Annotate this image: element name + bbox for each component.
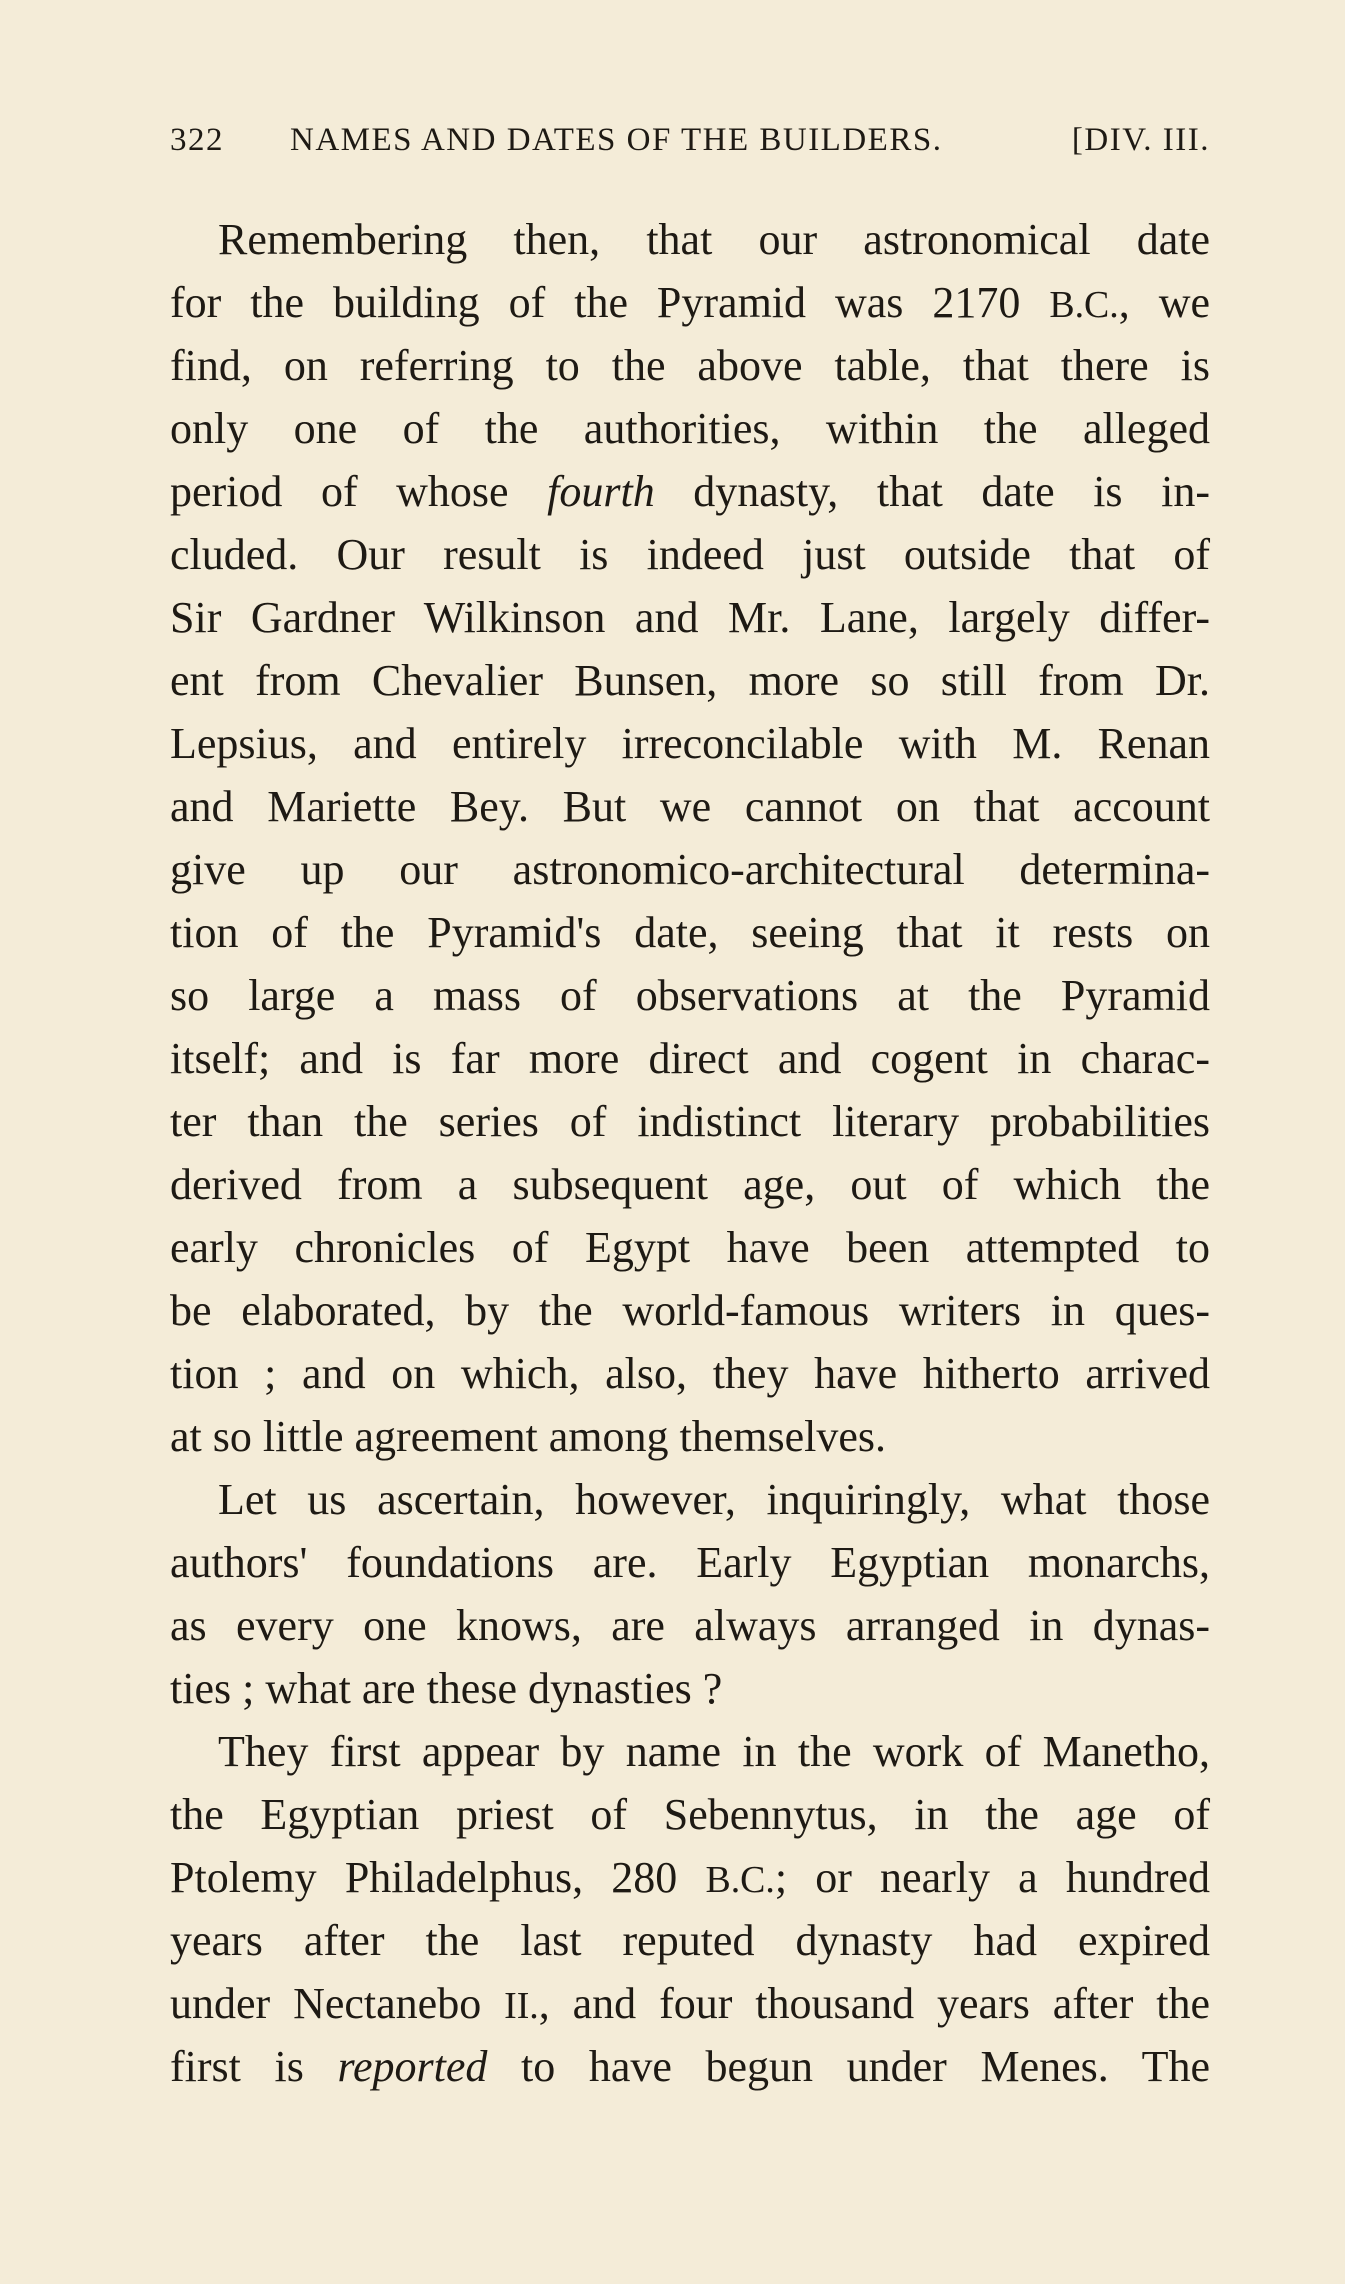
text-line: cluded. Our result is indeed just outside that of: [170, 530, 1210, 579]
body-text: [170, 208, 1210, 2098]
text-line: Lepsius, and entirely irreconcilable with M. Renan: [170, 719, 1210, 768]
text-line: first is reported to have begun under Menes. The: [170, 2042, 1210, 2091]
text-line: They first appear by name in the work of Manetho,: [218, 1727, 1210, 1776]
text-line: Remembering then, that our astronomical date: [218, 215, 1210, 264]
text-line: as every one knows, are always arranged in dynas-: [170, 1601, 1210, 1650]
text-line: early chronicles of Egypt have been attempted to: [170, 1223, 1210, 1272]
text-line: for the building of the Pyramid was 2170 B.C., we: [170, 278, 1210, 327]
text-line: ter than the series of indistinct literary probabilities: [170, 1097, 1210, 1146]
text-line: only one of the authorities, within the alleged: [170, 404, 1210, 453]
text-line: years after the last reputed dynasty had expired: [170, 1916, 1210, 1965]
text-line: ent from Chevalier Bunsen, more so still from Dr.: [170, 656, 1210, 705]
text-line: find, on referring to the above table, that there is: [170, 341, 1210, 390]
text-line: ties ; what are these dynasties ?: [170, 1664, 723, 1713]
text-line: under Nectanebo II., and four thousand years after the: [170, 1979, 1210, 2028]
text-line: and Mariette Bey. But we cannot on that account: [170, 782, 1210, 831]
text-line: itself; and is far more direct and cogent in charac-: [170, 1034, 1210, 1083]
text-line: so large a mass of observations at the Pyramid: [170, 971, 1210, 1020]
text-line: be elaborated, by the world-famous writers in ques-: [170, 1286, 1210, 1335]
text-line: tion of the Pyramid's date, seeing that it rests on: [170, 908, 1210, 957]
text-line: Ptolemy Philadelphus, 280 B.C.; or nearly a hundred: [170, 1853, 1210, 1902]
text-line: authors' foundations are. Early Egyptian monarchs,: [170, 1538, 1210, 1587]
page-number: 322: [170, 122, 224, 158]
text-line: tion ; and on which, also, they have hitherto arrived: [170, 1349, 1210, 1398]
text-line: at so little agreement among themselves.: [170, 1412, 887, 1461]
text-line: Sir Gardner Wilkinson and Mr. Lane, largely differ-: [170, 593, 1210, 642]
division-marker: [DIV. III.: [1071, 122, 1210, 158]
running-title: NAMES AND DATES OF THE BUILDERS.: [290, 122, 943, 158]
text-line: give up our astronomico-architectural determina-: [170, 845, 1210, 894]
text-line: period of whose fourth dynasty, that date is in-: [170, 467, 1210, 516]
page-header: [170, 122, 1210, 174]
text-line: derived from a subsequent age, out of which the: [170, 1160, 1210, 1209]
text-line: Let us ascertain, however, inquiringly, what those: [218, 1475, 1210, 1524]
text-line: the Egyptian priest of Sebennytus, in the age of: [170, 1790, 1210, 1839]
